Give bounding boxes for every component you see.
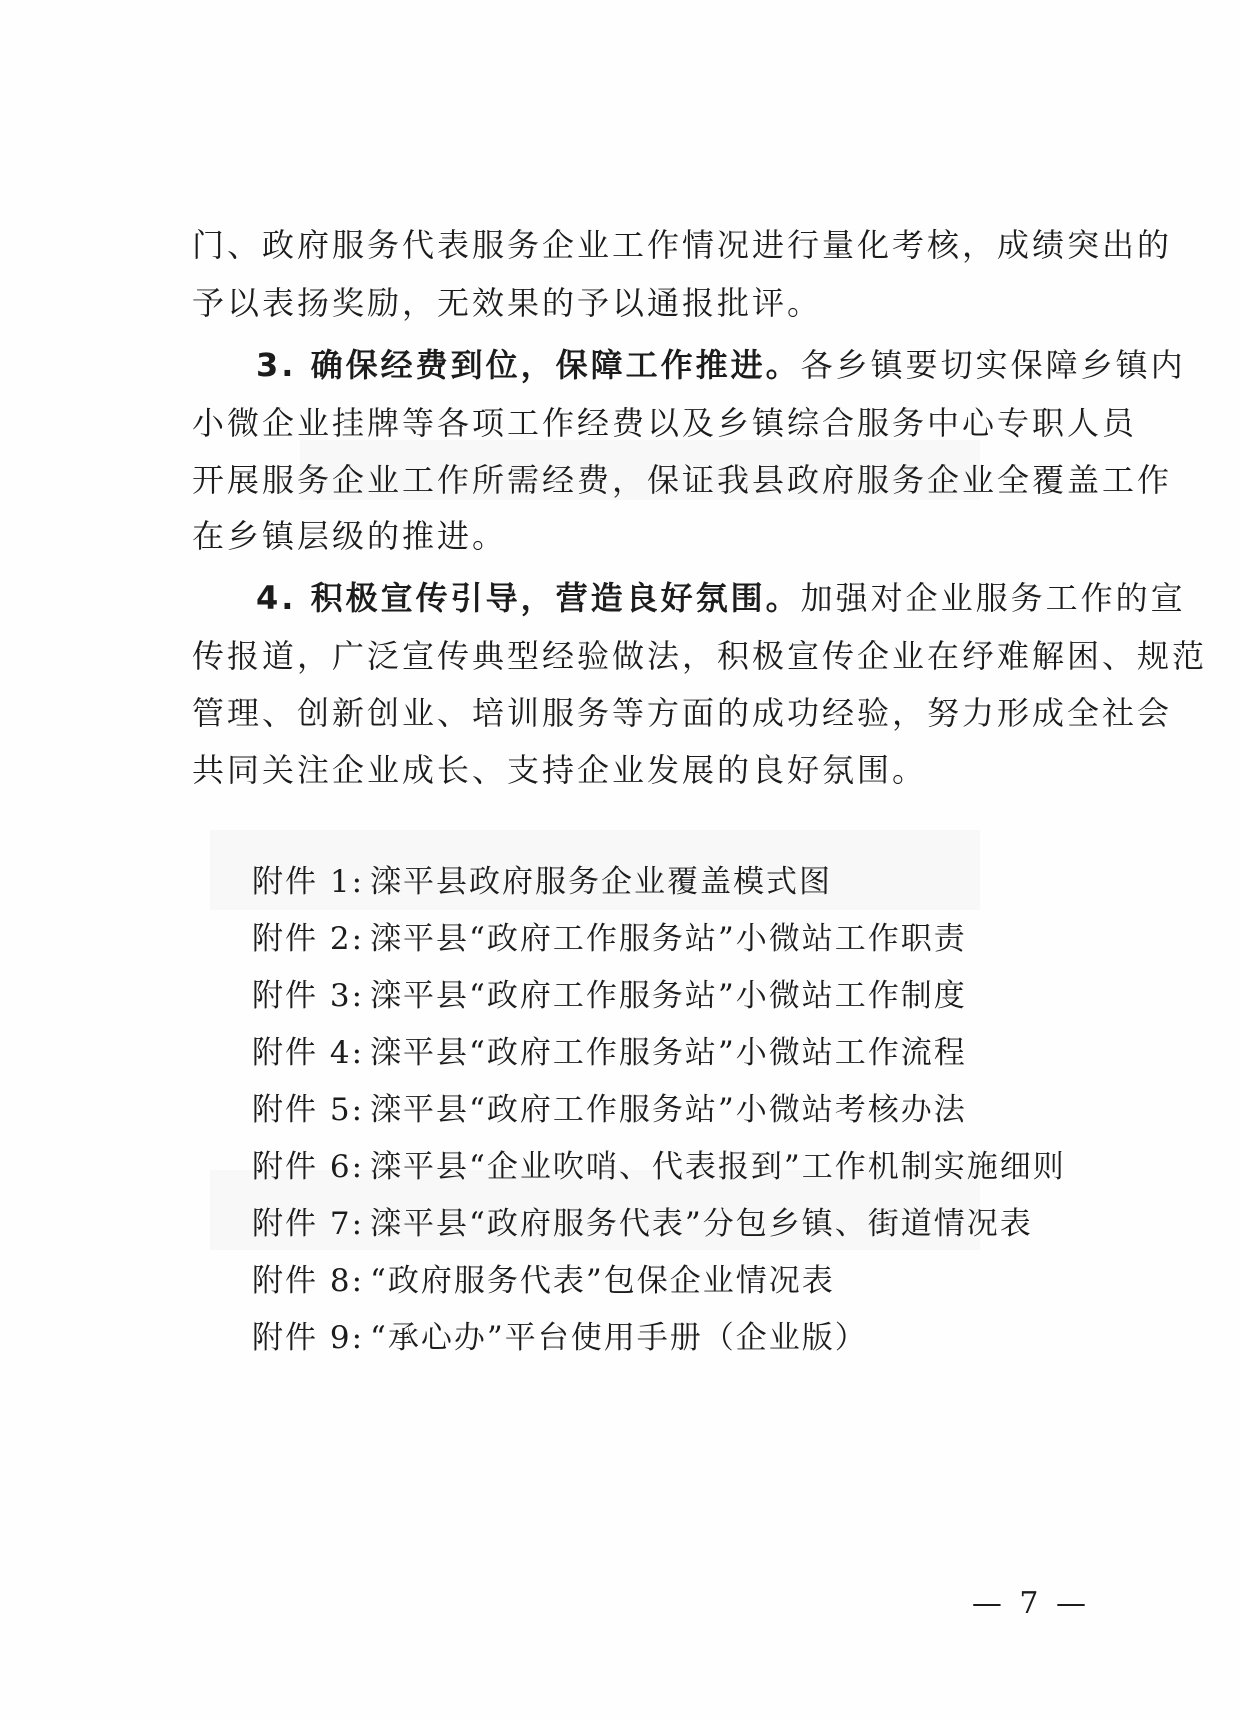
attachment-item (252, 976, 967, 1016)
attachment-title: 滦平县“政府服务代表”分包乡镇、街道情况表 (370, 1206, 1033, 1242)
para3-line4: 共同关注企业成长、支持企业发展的良好氛围。 (192, 751, 928, 789)
attachment-label: 附件 9: (252, 1320, 365, 1356)
para1-line2: 予以表扬奖励，无效果的予以通报批评。 (192, 284, 823, 322)
para3-line1 (256, 578, 1186, 618)
para2-heading: 3. 确保经费到位，保障工作推进。 (256, 346, 801, 384)
attachment-item (252, 1204, 1033, 1244)
attachment-item (252, 862, 832, 902)
para3-heading: 4. 积极宣传引导，营造良好氛围。 (256, 579, 801, 617)
attachment-title: 滦平县“政府工作服务站”小微站工作制度 (370, 978, 967, 1014)
attachment-item (252, 1318, 868, 1358)
attachment-item (252, 1033, 967, 1073)
attachment-label: 附件 3: (252, 978, 365, 1014)
para2-line3: 开展服务企业工作所需经费，保证我县政府服务企业全覆盖工作 (192, 461, 1173, 499)
attachment-label: 附件 7: (252, 1206, 365, 1242)
attachment-label: 附件 4: (252, 1035, 365, 1071)
para2-line4: 在乡镇层级的推进。 (192, 517, 508, 555)
page-number: — 7 — (971, 1586, 1090, 1621)
attachment-title: “政府服务代表”包保企业情况表 (370, 1263, 835, 1299)
attachment-title: 滦平县“政府工作服务站”小微站考核办法 (370, 1092, 967, 1128)
attachment-item (252, 919, 967, 959)
attachment-label: 附件 2: (252, 921, 365, 957)
attachment-label: 附件 5: (252, 1092, 365, 1128)
para3-line1-text: 加强对企业服务工作的宣 (800, 579, 1186, 617)
para2-line2: 小微企业挂牌等各项工作经费以及乡镇综合服务中心专职人员 (192, 404, 1138, 442)
attachment-item (252, 1090, 967, 1130)
para3-line2: 传报道，广泛宣传典型经验做法，积极宣传企业在纾难解困、规范 (192, 637, 1208, 675)
attachment-label: 附件 1: (252, 864, 365, 900)
attachment-title: 滦平县“企业吹哨、代表报到”工作机制实施细则 (370, 1149, 1066, 1185)
attachment-label: 附件 6: (252, 1149, 365, 1185)
attachment-item (252, 1147, 1066, 1187)
attachment-item (252, 1261, 835, 1301)
attachment-title: “承心办”平台使用手册（企业版） (370, 1320, 868, 1356)
attachment-title: 滦平县“政府工作服务站”小微站工作流程 (370, 1035, 967, 1071)
para2-line1 (256, 345, 1186, 385)
para1-line1: 门、政府服务代表服务企业工作情况进行量化考核，成绩突出的 (192, 226, 1173, 264)
attachment-label: 附件 8: (252, 1263, 365, 1299)
para2-line1-text: 各乡镇要切实保障乡镇内 (800, 346, 1186, 384)
attachment-title: 滦平县“政府工作服务站”小微站工作职责 (370, 921, 967, 957)
attachment-title: 滦平县政府服务企业覆盖模式图 (370, 864, 832, 900)
para3-line3: 管理、创新创业、培训服务等方面的成功经验，努力形成全社会 (192, 694, 1173, 732)
